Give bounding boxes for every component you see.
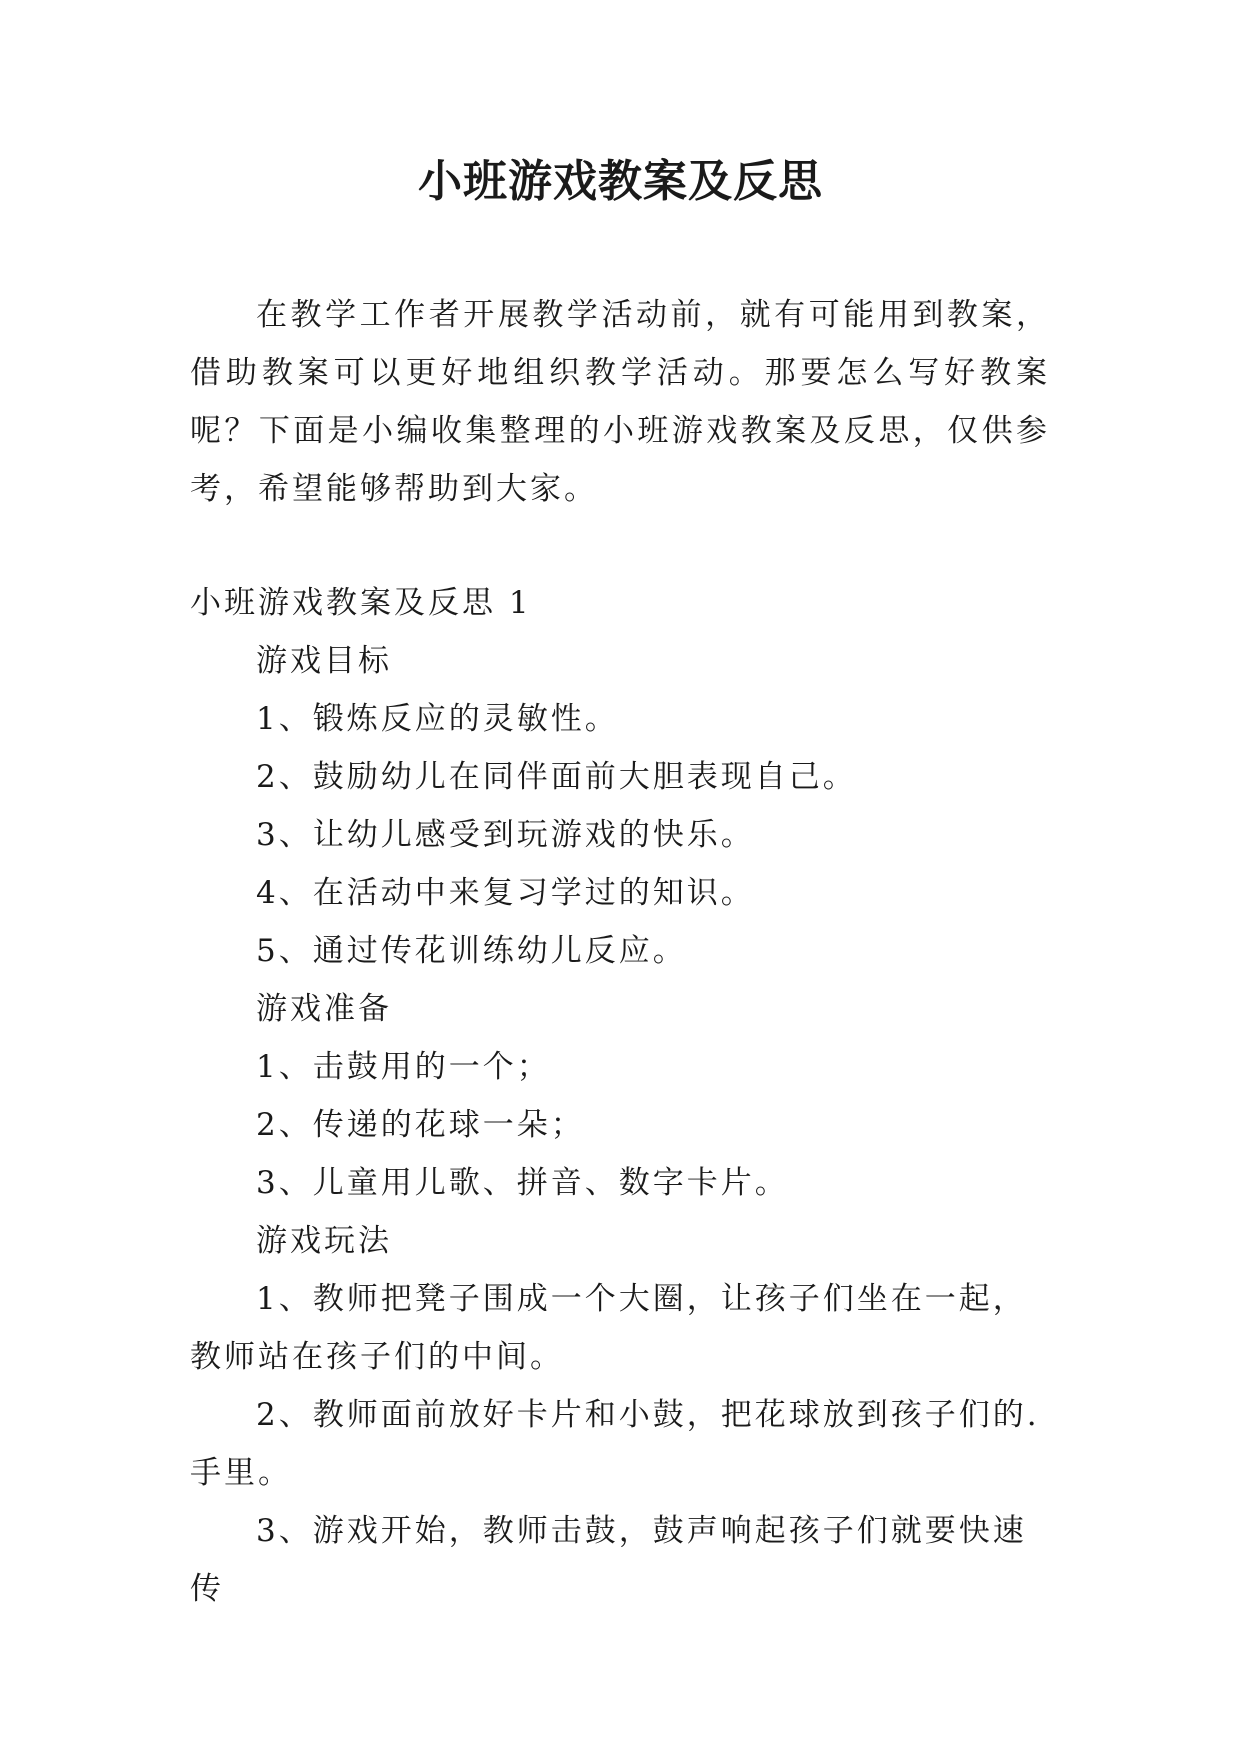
list-item: 1、教师把凳子围成一个大圈，让孩子们坐在一起，教师站在孩子们的中间。	[190, 1281, 1027, 1375]
subheading-preparation: 游戏准备	[256, 991, 392, 1027]
list-item: 2、教师面前放好卡片和小鼓，把花球放到孩子们的.手里。	[190, 1397, 1040, 1491]
section-block	[190, 574, 1050, 1618]
subheading-goals: 游戏目标	[256, 643, 392, 679]
list-item: 3、让幼儿感受到玩游戏的快乐。	[256, 817, 755, 853]
list-item: 4、在活动中来复习学过的知识。	[256, 875, 755, 911]
list-item: 5、通过传花训练幼儿反应。	[256, 933, 687, 969]
intro-block	[190, 286, 1050, 518]
list-item: 1、击鼓用的一个；	[256, 1049, 551, 1085]
section-title: 小班游戏教案及反思 1	[190, 585, 532, 621]
list-item: 3、游戏开始，教师击鼓，鼓声响起孩子们就要快速传	[190, 1513, 1027, 1607]
list-item: 1、锻炼反应的灵敏性。	[256, 701, 619, 737]
page-title: 小班游戏教案及反思	[418, 156, 823, 207]
list-item: 2、鼓励幼儿在同伴面前大胆表现自己。	[256, 759, 857, 795]
list-item: 3、儿童用儿歌、拼音、数字卡片。	[256, 1165, 789, 1201]
subheading-gameplay: 游戏玩法	[256, 1223, 392, 1259]
intro-paragraph: 在教学工作者开展教学活动前，就有可能用到教案，借助教案可以更好地组织教学活动。那要怎么写好教案呢？下面是小编收集整理的小班游戏教案及反思，仅供参考，希望能够帮助到大家。	[190, 297, 1050, 507]
list-item: 2、传递的花球一朵；	[256, 1107, 585, 1143]
